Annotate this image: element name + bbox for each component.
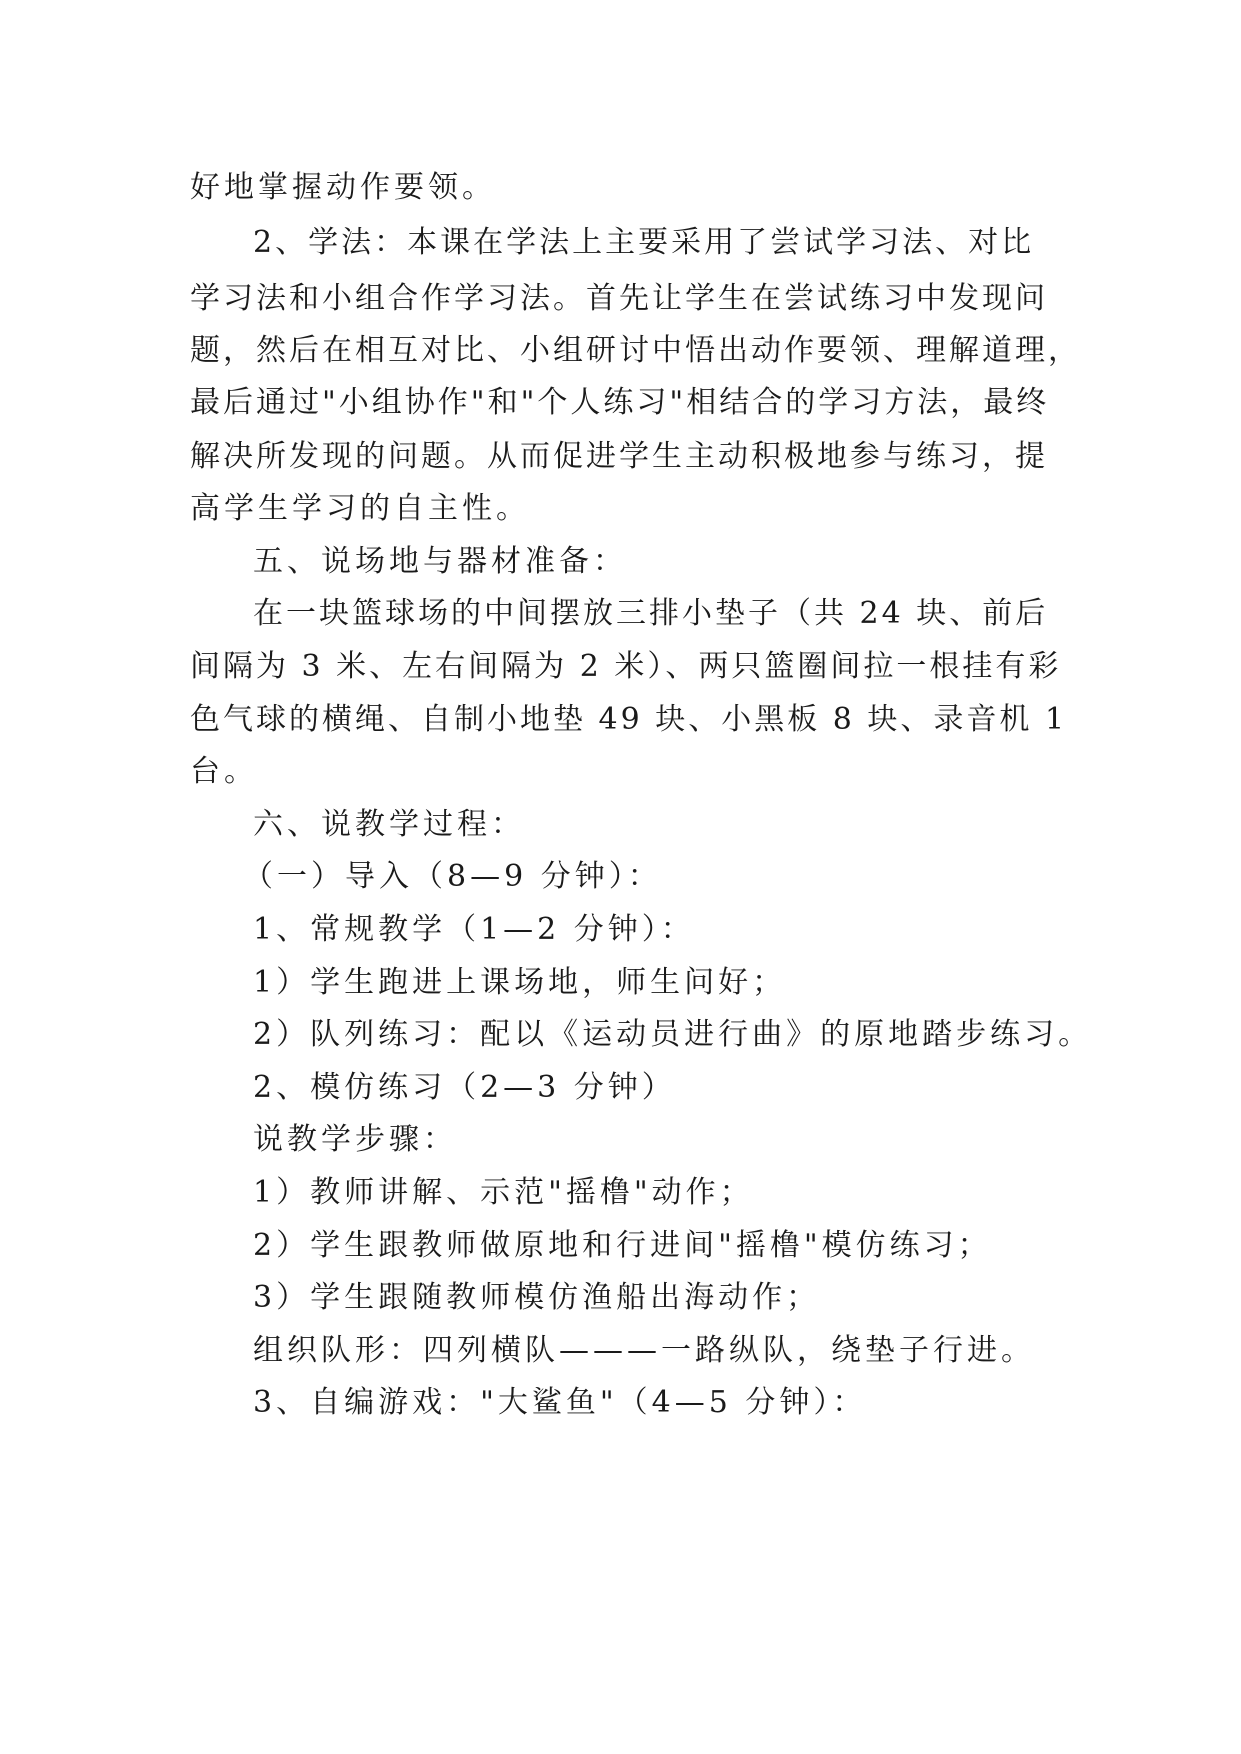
text-line: 2、学法：本课在学法上主要采用了尝试学习法、对比 [253, 225, 1035, 260]
text-line: 2）队列练习：配以《运动员进行曲》的原地踏步练习。 [253, 1017, 1093, 1052]
section-heading: 六、说教学过程： [253, 807, 525, 842]
text-line: 3、自编游戏："大鲨鱼"（4—5 分钟）： [253, 1385, 867, 1420]
text-line: 色气球的横绳、自制小地垫 49 块、小黑板 8 块、录音机 1 [190, 702, 1068, 737]
text-line: 2、模仿练习（2—3 分钟） [253, 1070, 676, 1105]
text-line: 3）学生跟随教师模仿渔船出海动作； [253, 1280, 821, 1315]
text-line: 组织队形：四列横队———一路纵队，绕垫子行进。 [253, 1333, 1035, 1368]
text-line: 学习法和小组合作学习法。首先让学生在尝试练习中发现问 [190, 281, 1048, 316]
text-line: 1）学生跑进上课场地，师生问好； [253, 965, 787, 1000]
text-line: 好地掌握动作要领。 [190, 170, 496, 205]
text-line: 2）学生跟教师做原地和行进间"摇橹"模仿练习； [253, 1228, 992, 1263]
text-line: 1、常规教学（1—2 分钟）： [253, 912, 695, 947]
text-line: 最后通过"小组协作"和"个人练习"相结合的学习方法，最终 [190, 385, 1050, 420]
text-line: 解决所发现的问题。从而促进学生主动积极地参与练习，提 [190, 439, 1048, 474]
text-line: 1）教师讲解、示范"摇橹"动作； [253, 1175, 754, 1210]
text-line: 在一块篮球场的中间摆放三排小垫子（共 24 块、前后 [253, 596, 1049, 631]
text-line: （一）导入（8—9 分钟）： [243, 859, 662, 894]
section-heading: 五、说场地与器材准备： [253, 544, 627, 579]
text-line: 题，然后在相互对比、小组研讨中悟出动作要领、理解道理， [190, 333, 1081, 368]
text-line: 高学生学习的自主性。 [190, 491, 530, 526]
text-line: 说教学步骤： [253, 1122, 457, 1157]
text-line: 台。 [190, 754, 258, 789]
text-line: 间隔为 3 米、左右间隔为 2 米）、两只篮圈间拉一根挂有彩 [190, 649, 1062, 684]
